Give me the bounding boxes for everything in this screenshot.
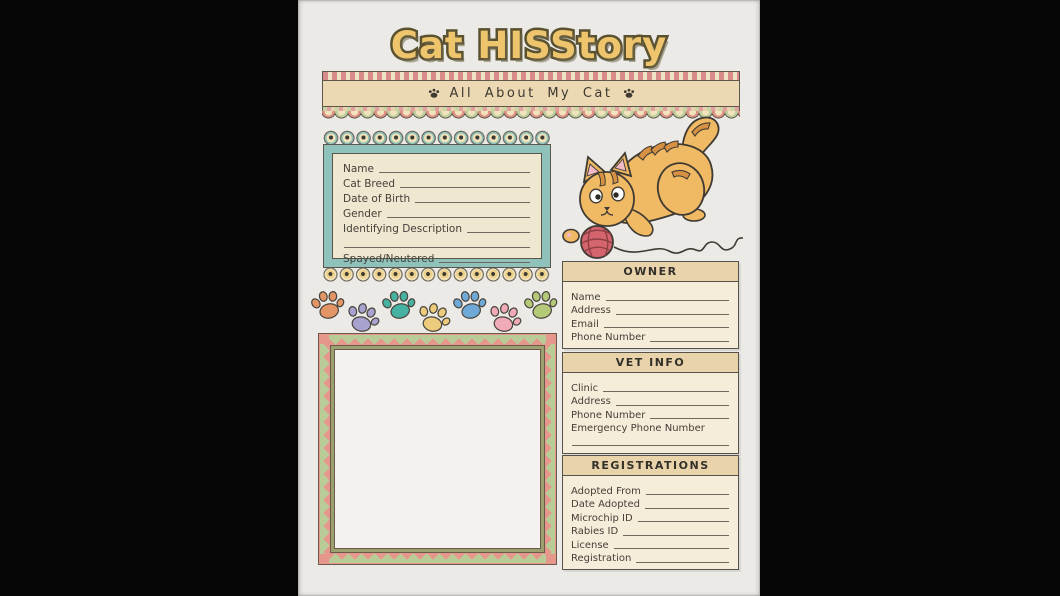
field-row xyxy=(343,160,531,175)
registrations-section-title: REGISTRATIONS xyxy=(563,456,738,476)
registrations-section xyxy=(562,455,739,570)
field-label: Identifying Description xyxy=(343,223,463,235)
field-row xyxy=(343,175,531,190)
field-row xyxy=(571,380,730,394)
zigzag-trim xyxy=(329,335,546,345)
field-row xyxy=(571,421,730,435)
field-row xyxy=(343,205,531,220)
field-row xyxy=(571,316,730,330)
field-row xyxy=(571,394,730,408)
photo-frame xyxy=(318,333,557,565)
field-row xyxy=(571,510,730,524)
cat-with-yarn-illustration xyxy=(554,112,750,262)
zigzag-trim xyxy=(545,344,555,554)
write-in-line xyxy=(467,232,530,233)
field-label: Cat Breed xyxy=(343,178,396,190)
arch-trim-top xyxy=(323,129,551,144)
pet-info-panel xyxy=(323,129,551,285)
field-label: Rabies ID xyxy=(571,526,619,537)
write-in-line xyxy=(650,341,729,342)
field-row xyxy=(571,497,730,511)
field-row xyxy=(343,190,531,205)
field-row xyxy=(343,250,531,265)
write-in-line xyxy=(400,187,530,188)
field-row-continuation xyxy=(571,434,730,448)
field-label: Spayed/Neutered xyxy=(343,253,435,265)
owner-section xyxy=(562,261,739,349)
zigzag-trim xyxy=(329,553,546,563)
write-in-line xyxy=(636,562,729,563)
write-in-line xyxy=(614,548,729,549)
paw-icon xyxy=(428,84,440,103)
write-in-line xyxy=(604,327,729,328)
write-in-line xyxy=(623,535,729,536)
field-row xyxy=(571,303,730,317)
field-label: Address xyxy=(571,305,611,316)
write-in-line xyxy=(650,418,729,419)
paw-icon xyxy=(519,283,562,327)
page-title: Cat HISStory xyxy=(390,24,668,67)
write-in-line xyxy=(415,202,530,203)
field-row xyxy=(571,537,730,551)
field-label: Microchip ID xyxy=(571,512,633,524)
write-in-line xyxy=(572,445,729,446)
field-label: License xyxy=(571,539,609,551)
printable-page xyxy=(298,0,760,596)
write-in-line xyxy=(616,405,729,406)
paw-icon xyxy=(448,283,491,327)
write-in-line xyxy=(606,300,729,301)
field-label: Address xyxy=(571,396,611,407)
banner-text: All About My Cat xyxy=(449,86,613,101)
field-label: Gender xyxy=(343,208,382,220)
write-in-line xyxy=(439,262,530,263)
field-label: Date of Birth xyxy=(343,193,411,205)
field-row xyxy=(571,551,730,565)
write-in-line xyxy=(344,247,530,248)
banner-striped-ribbon xyxy=(322,71,740,80)
paw-icon xyxy=(623,84,635,103)
pet-info-fields xyxy=(332,153,542,265)
field-label: Phone Number xyxy=(571,409,646,421)
write-in-line xyxy=(387,217,530,218)
vet-info-section xyxy=(562,352,739,454)
field-label: Date Adopted xyxy=(571,499,640,510)
field-row xyxy=(571,330,730,344)
zigzag-trim xyxy=(320,344,330,554)
field-row xyxy=(343,220,531,235)
write-in-line xyxy=(616,314,729,315)
field-label: Emergency Phone Number xyxy=(571,423,705,434)
field-label: Email xyxy=(571,318,599,330)
field-row xyxy=(571,524,730,538)
paw-icon xyxy=(377,283,420,327)
field-row-continuation xyxy=(343,235,531,250)
pet-info-frame xyxy=(323,144,551,268)
field-label: Phone Number xyxy=(571,332,646,343)
write-in-line xyxy=(646,494,729,495)
field-label: Adopted From xyxy=(571,485,641,497)
paw-print-row xyxy=(310,287,558,333)
field-row xyxy=(571,289,730,303)
owner-section-title: OWNER xyxy=(563,262,738,282)
petal-trim-bottom xyxy=(323,268,551,285)
write-in-line xyxy=(603,391,729,392)
field-label: Clinic xyxy=(571,382,599,394)
photo-area xyxy=(331,346,544,552)
write-in-line xyxy=(645,508,729,509)
field-row xyxy=(571,483,730,497)
banner-band xyxy=(322,80,740,107)
vet-info-section-title: VET INFO xyxy=(563,353,738,373)
field-label: Name xyxy=(343,163,374,175)
field-row xyxy=(571,407,730,421)
write-in-line xyxy=(379,172,530,173)
field-label: Registration xyxy=(571,553,632,564)
write-in-line xyxy=(638,521,729,522)
paw-icon xyxy=(306,283,349,327)
field-label: Name xyxy=(571,291,601,303)
